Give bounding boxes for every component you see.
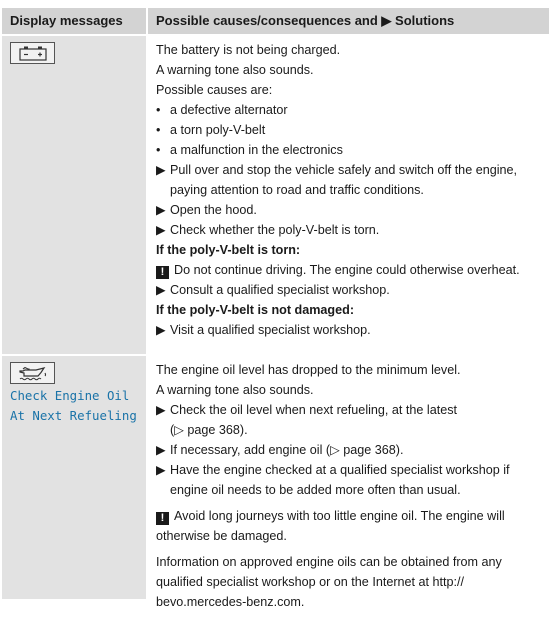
warning-text: Do not continue driving. The engine could otherwise overheat.: [174, 263, 520, 277]
warning-text: Avoid long journeys with too little engine oil. The engine will: [174, 509, 505, 523]
warning-icon: !: [156, 512, 169, 525]
action-arrow-icon: ▶: [156, 203, 166, 217]
body-text: Information on approved engine oils can be obtained from any: [156, 555, 502, 569]
bullet-marker: •: [156, 143, 161, 157]
body-text: bevo.mercedes-benz.com.: [156, 595, 305, 609]
body-text: A warning tone also sounds.: [156, 383, 314, 397]
list-item: [156, 120, 543, 140]
battery-icon: [10, 42, 55, 64]
list-item: [156, 140, 543, 160]
solutions-cell-battery: [146, 36, 549, 354]
action-arrow-icon: ▶: [156, 163, 166, 177]
display-text-line-1: Check Engine Oil: [10, 388, 130, 403]
list-item-text: If necessary, add engine oil (▷ page 368).: [170, 443, 404, 457]
action-arrow-icon: ▶: [156, 463, 166, 477]
action-arrow-icon: ▶: [156, 323, 166, 337]
body-text: The engine oil level has dropped to the minimum level.: [156, 363, 461, 377]
list-item-text: Pull over and stop the vehicle safely and switch off the engine,: [170, 163, 518, 177]
body-text: qualified specialist workshop or on the Internet at http://: [156, 575, 465, 589]
body-text: Possible causes are:: [156, 83, 273, 97]
warning-note: [156, 260, 543, 280]
warning-icon: !: [156, 266, 169, 279]
table-header: [2, 8, 549, 36]
body-text: engine oil needs to be added more often than usual.: [170, 483, 461, 497]
list-item-text: Check the oil level when next refueling, at the latest: [170, 403, 458, 417]
condition-heading: If the poly-V-belt is torn:: [156, 243, 301, 257]
body-text: (▷ page 368).: [170, 423, 248, 437]
display-message-cell: [2, 356, 146, 599]
display-messages-table: [2, 8, 549, 609]
list-item-text: Open the hood.: [170, 203, 257, 217]
bullet-marker: •: [156, 123, 161, 137]
condition-heading: If the poly-V-belt is not damaged:: [156, 303, 355, 317]
oil-can-icon: [10, 362, 55, 384]
list-item: [156, 460, 543, 480]
action-arrow-icon: ▶: [156, 223, 166, 237]
list-item-text: Consult a qualified specialist workshop.: [170, 283, 390, 297]
table-row: [2, 36, 549, 356]
header-display-messages: Display messages: [10, 13, 123, 28]
display-text-line-2: At Next Refueling: [10, 408, 137, 423]
list-item-text: a malfunction in the electronics: [170, 143, 343, 157]
body-text: paying attention to road and traffic conditions.: [170, 183, 424, 197]
warning-note: [156, 506, 543, 526]
display-message-cell: [2, 36, 146, 354]
list-item: [156, 400, 543, 420]
header-causes-solutions: Possible causes/consequences and ▶ Solutions: [146, 8, 549, 34]
list-item-text: Have the engine checked at a qualified specialist workshop if: [170, 463, 510, 477]
body-text: A warning tone also sounds.: [156, 63, 314, 77]
list-item-text: Check whether the poly-V-belt is torn.: [170, 223, 380, 237]
bullet-marker: •: [156, 103, 161, 117]
list-item: [156, 280, 543, 300]
list-item: [156, 100, 543, 120]
action-arrow-icon: ▶: [156, 403, 166, 417]
table-row: [2, 356, 549, 609]
list-item: [156, 160, 543, 180]
list-item: [156, 440, 543, 460]
list-item: [156, 200, 543, 220]
body-text: otherwise be damaged.: [156, 529, 287, 543]
action-arrow-icon: ▶: [156, 283, 166, 297]
list-item-text: a torn poly-V-belt: [170, 123, 266, 137]
body-text: The battery is not being charged.: [156, 43, 341, 57]
solutions-cell-engine-oil: [146, 356, 549, 609]
action-arrow-icon: ▶: [156, 443, 166, 457]
list-item-text: Visit a qualified specialist workshop.: [170, 323, 371, 337]
list-item: [156, 320, 543, 340]
list-item: [156, 220, 543, 240]
list-item-text: a defective alternator: [170, 103, 288, 117]
